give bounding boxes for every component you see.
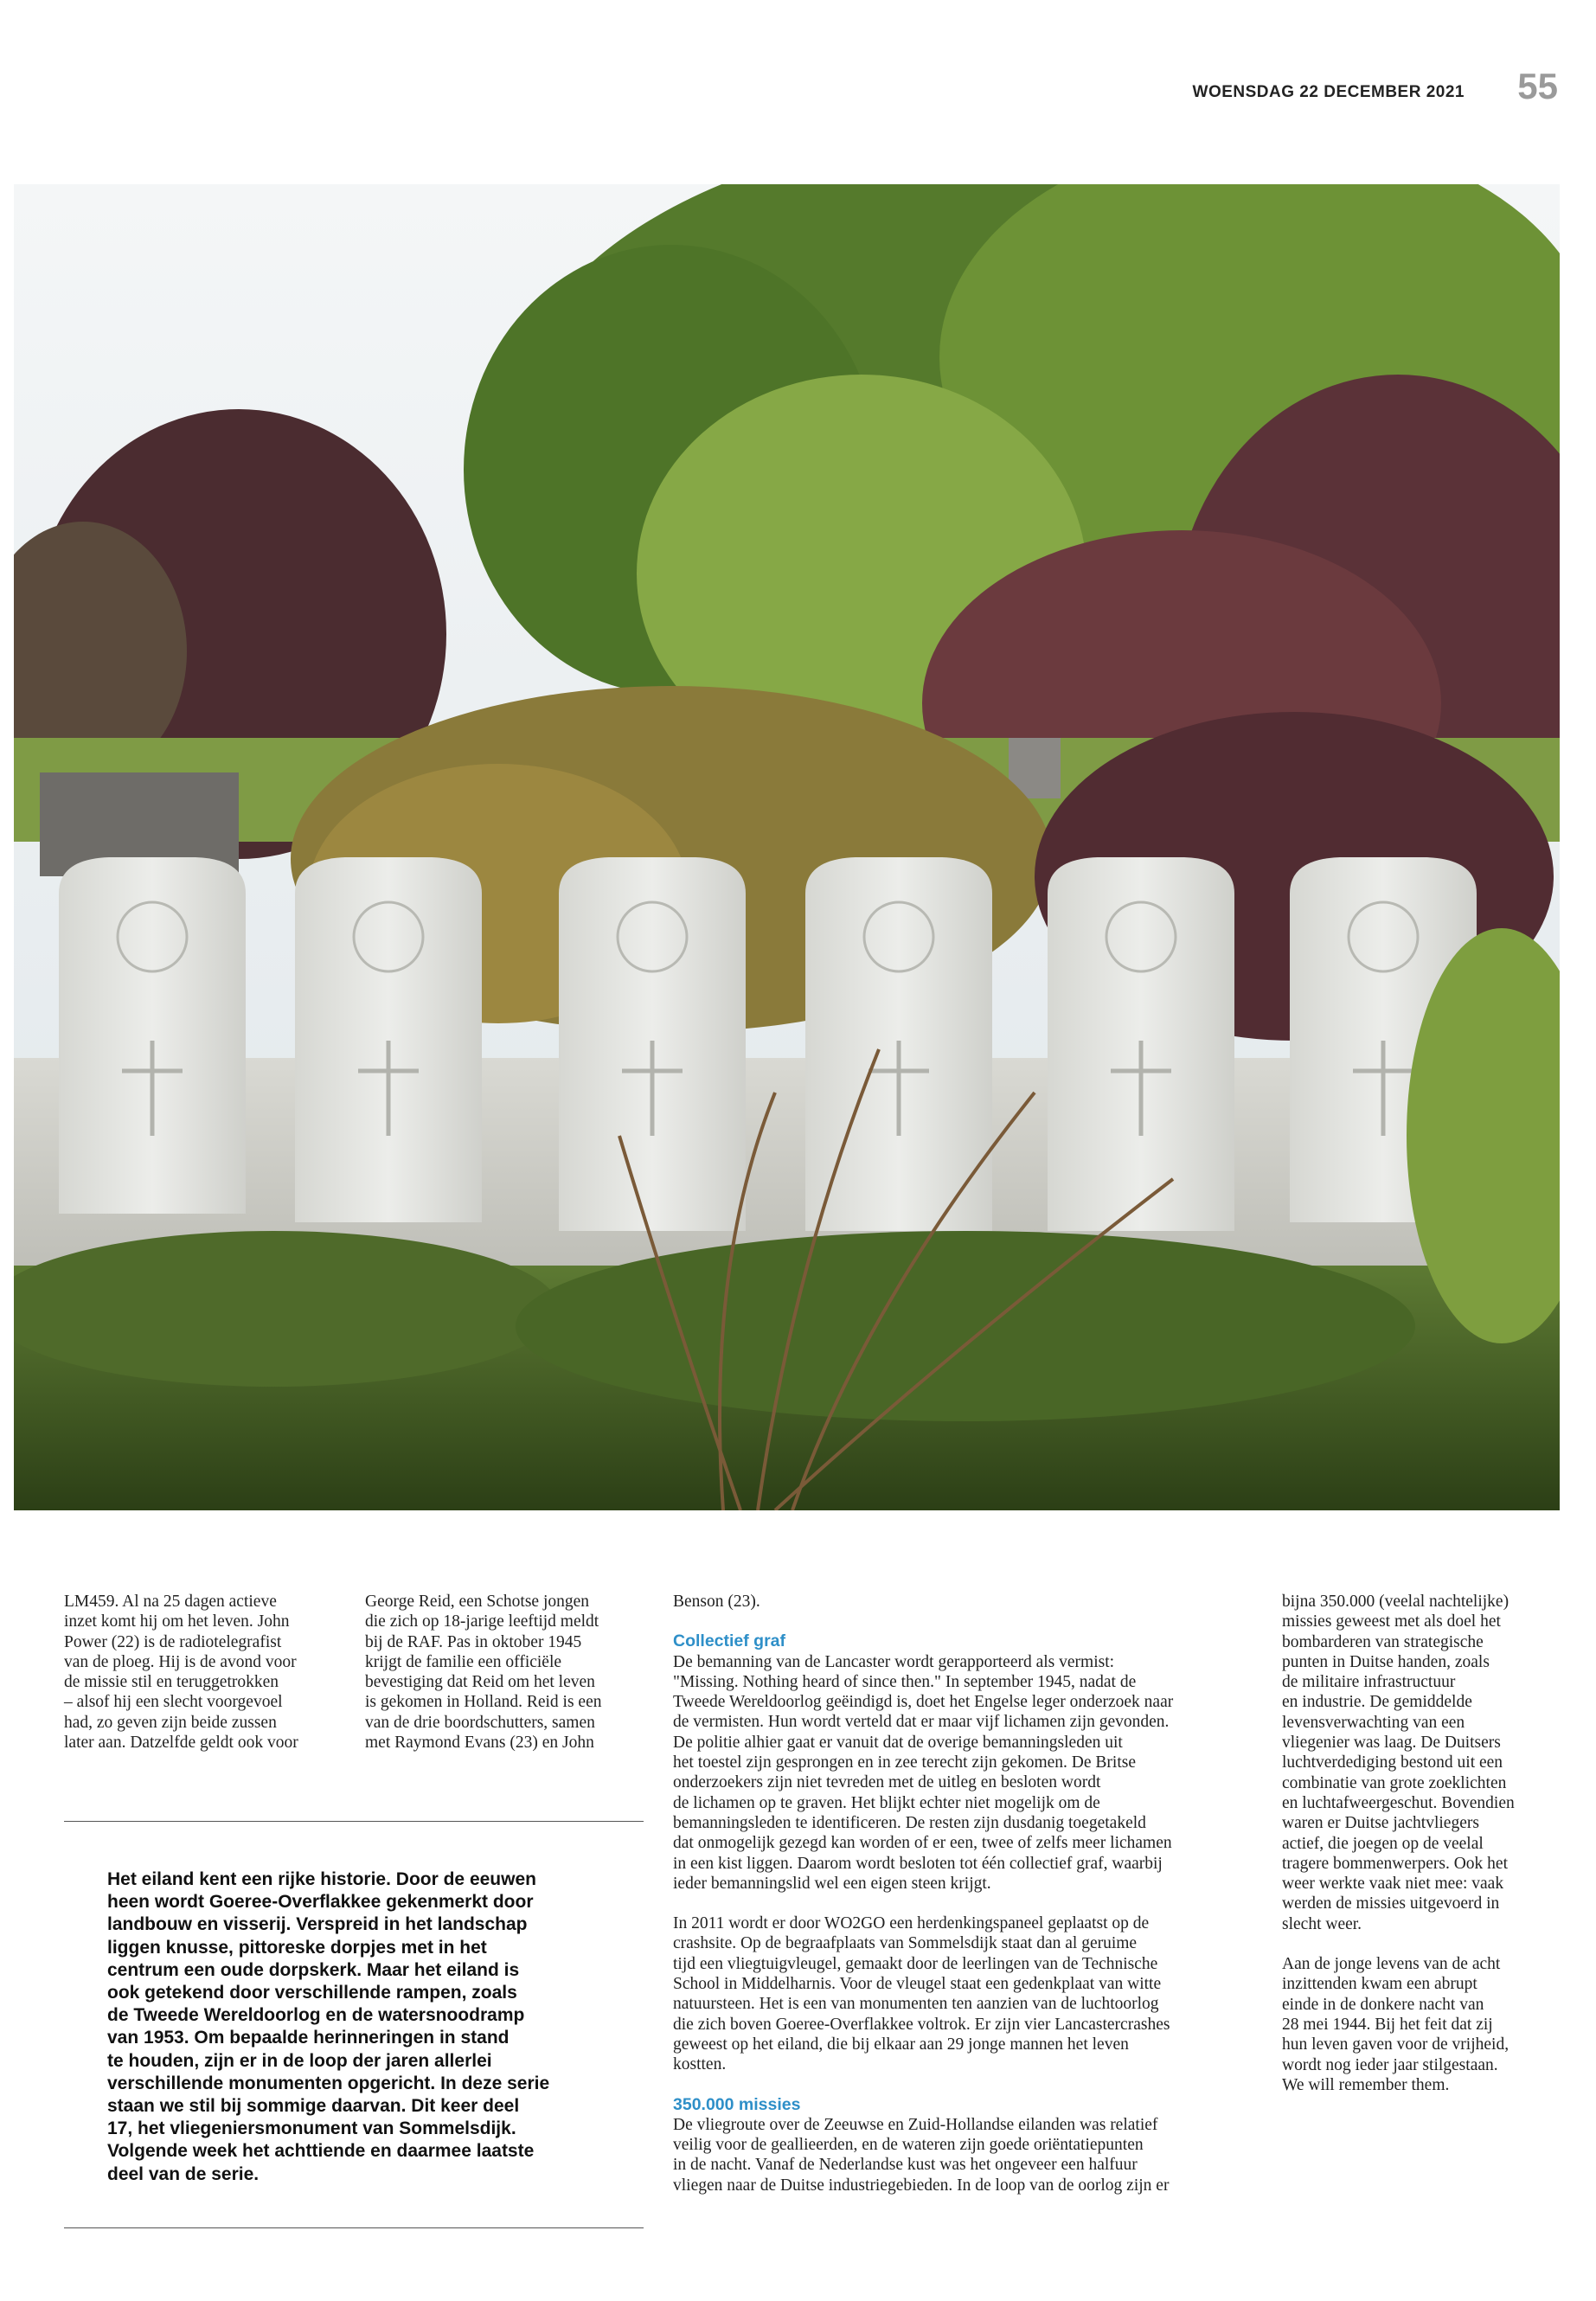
subheading-collectief-graf: Collectief graf xyxy=(673,1631,786,1651)
article-column-4 xyxy=(1282,1592,1559,2095)
subheading-350000-missies: 350.000 missies xyxy=(673,2094,801,2114)
paragraph: In 2011 wordt er door WO2GO een herdenkingspaneel geplaatst op de crashsite. Op de begraafplaats van Sommelsdijk staat dan al geruime tijd een vliegtuigvleugel, gemaakt door de leerlingen van de Technische School in Middelharnis. Voor de vleugel staat een gedenkplaat van witte natuursteen. Het is een van monumenten ten aanzien van de luchtoorlog die zich boven Goeree-Overflakkee voltrok. Er zijn vier Lancastercrashes geweest op het eiland, die bij elkaar aan 29 jonge mannen het leven kostten. xyxy=(673,1914,1170,2074)
paragraph: LM459. Al na 25 dagen actieve inzet komt hij om het leven. John Power (22) is de radiotelegrafist van de ploeg. Hij is de avond voor de missie stil en teruggetrokken – alsof hij een slecht voorgevoel had, zo geven zijn beide zussen later aan. Datzelfde geldt ook voor xyxy=(64,1593,298,1753)
divider-bottom xyxy=(64,2227,644,2228)
article-column-2 xyxy=(365,1592,642,1753)
paragraph: De vliegroute over de Zeeuwse en Zuid-Hollandse eilanden was relatief veilig voor de geallieerden, en de wateren zijn goede oriëntatiepunten in de nacht. Vanaf de Nederlandse kust was het ongeveer een halfuur vliegen naar de Duitse industriegebieden. In de loop van de oorlog zijn er xyxy=(673,2115,1170,2195)
divider-top xyxy=(64,1821,644,1822)
page-number: 55 xyxy=(1517,66,1558,106)
cemetery-photo xyxy=(14,184,1560,1510)
article-column-1 xyxy=(64,1592,341,1753)
paragraph: Aan de jonge levens van de acht inzittenden kwam een abrupt einde in de donkere nacht van 28 mei 1944. Bij het feit dat zij hun leven gaven voor de vrijheid, wordt nog ieder jaar stilgestaan. We will remember them. xyxy=(1282,1955,1509,2094)
article-column-3 xyxy=(673,1592,1259,2195)
paragraph: George Reid, een Schotse jongen die zich op 18-jarige leeftijd meldt bij de RAF. Pas in oktober 1945 krijgt de familie een officiële bevestiging dat Reid om het leven is gekomen in Holland. Reid is een van de drie boordschutters, samen met Raymond Evans (23) en John xyxy=(365,1593,602,1753)
paragraph: Benson (23). xyxy=(673,1593,760,1611)
issue-date: WOENSDAG 22 DECEMBER 2021 xyxy=(1192,83,1465,101)
paragraph: bijna 350.000 (veelal nachtelijke) missies geweest met als doel het bombarderen van strategische punten in Duitse handen, zoals de militaire infrastructuur en industrie. De gemiddelde levensverwachting van een vliegenier was laag. De Duitsers luchtverdediging bestond uit een combinatie van grote zoeklichten en luchtafweergeschut. Bovendien waren er Duitse jachtvliegers actief, die joegen op de veelal tragere bommenwerpers. Ook het weer werkte vaak niet mee: vaak werden de missies uitgevoerd in slecht weer. xyxy=(1282,1593,1515,1933)
paragraph: De bemanning van de Lancaster wordt gerapporteerd als vermist: "Missing. Nothing heard of since then." In september 1945, nadat de Tweede Wereldoorlog geëindigd is, doet het Engelse leger onderzoek naar de vermisten. Hun wordt verteld dat er maar vijf lichamen zijn gevonden. De politie alhier gaat er vanuit dat de overige bemanningsleden uit het toestel zijn gesprongen en in zee terecht zijn gekomen. De Britse onderzoekers zijn niet tevreden met de uitleg en besloten wordt de lichamen op te graven. Het blijkt echter niet mogelijk om de bemanningsleden te identificeren. De resten zijn dusdanig toegetakeld dat onmogelijk gezegd kan worden of er een, twee of zelfs meer lichamen in een kist liggen. Daarom wordt besloten tot één collectief graf, waarbij ieder bemanningslid wel een eigen steen krijgt. xyxy=(673,1652,1174,1893)
intro-box: Het eiland kent een rijke historie. Door de eeuwen heen wordt Goeree-Overflakkee gekenmerkt door landbouw en visserij. Verspreid in het landschap liggen knusse, pittoreske dorpjes met in het centrum een oude dorpskerk. Maar het eiland is ook getekend door verschillende rampen, zoals de Tweede Wereldoorlog en de watersnoodramp van 1953. Om bepaalde herinneringen in stand te houden, zijn er in de loop der jaren allerlei verschillende monumenten opgericht. In deze serie staan we stil bij sommige daarvan. Dit keer deel 17, het vliegeniersmonument van Sommelsdijk. Volgende week het achttiende en daarmee laatste deel van de serie. xyxy=(107,1869,550,2184)
